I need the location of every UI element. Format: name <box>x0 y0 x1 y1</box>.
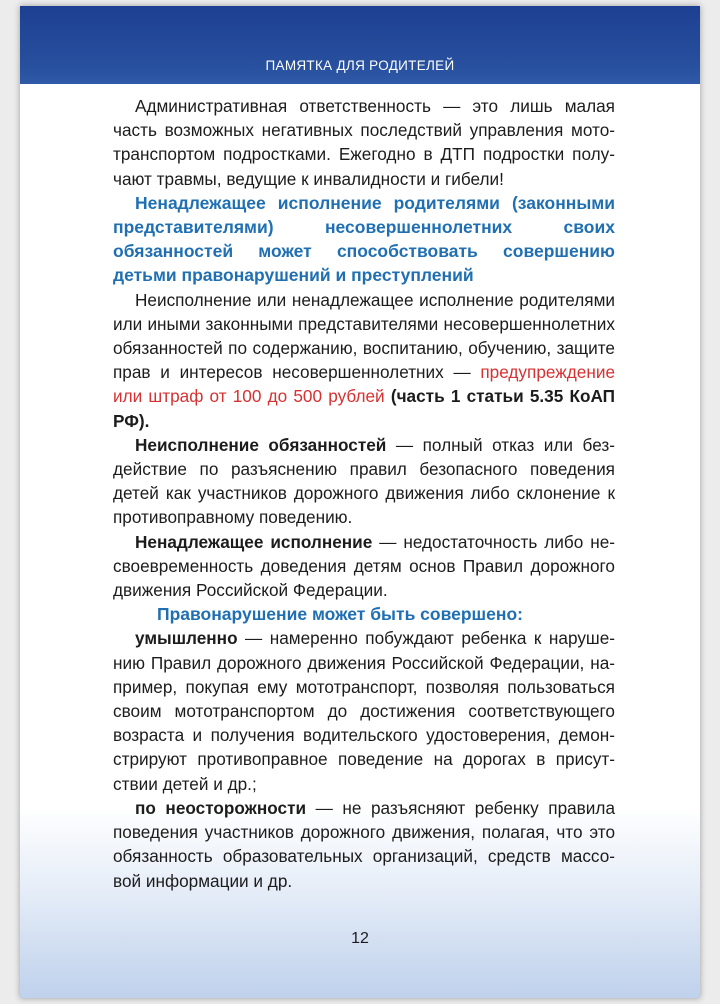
header-title: ПАМЯТКА ДЛЯ РОДИТЕЛЕЙ <box>265 58 455 73</box>
definition-text: — не разъясняют ребенку правила поведения участников дорожного движения, полагая, что это обязанность образовательных организаций, средств массовой информации и др. <box>113 797 616 891</box>
definition-text: — недостаточность либо несвоевременность доведения детям основ Правил дорожного движения Российской Федерации. <box>113 531 616 601</box>
penalty-text: предупреждение или штраф от 100 до 500 рублей <box>113 362 615 407</box>
paragraph-improper-fulfillment-definition <box>113 530 615 603</box>
intro-paragraph: Административная ответственность — это лишь малая часть возможных негативных последствий управления мототранспортом подростками. Ежегодно в ДТП подростки получают травмы, ведущие к инвалидности и гибели! <box>113 96 615 189</box>
law-reference: (часть 1 статьи 5.35 КоАП РФ). <box>113 386 615 431</box>
paragraph-intentional <box>113 626 615 795</box>
paragraph-text: Неисполнение или ненадлежащее исполнение родителями или иными законными представителями несовершеннолетних обязанностей по содержанию, воспитанию, обучению, защите прав и интересов несовершеннолетних — <box>113 289 615 383</box>
document-page <box>20 6 700 998</box>
page-number: 12 <box>351 930 369 947</box>
term-improper-fulfillment: Ненадлежащее исполнение <box>135 531 373 552</box>
paragraph-non-fulfillment-penalty <box>113 288 615 433</box>
definition-text: — полный отказ или бездействие по разъяснению правил безопасного поведения детей как участников дорожного движения либо склонение к противоправному поведению. <box>113 434 615 528</box>
paragraph-non-fulfillment-definition <box>113 433 615 530</box>
section-heading-offense: Правонарушение может быть совершено: <box>157 604 523 625</box>
term-intentional: умышленно <box>135 628 238 649</box>
section-heading-responsibility: Ненадлежащее исполнение родителями (законными представителями) несовершеннолетних своих обязанностей может способствовать совершению детьми правонарушений и преступлений <box>113 192 615 286</box>
definition-text: — намеренно побуждают ребенка к нарушению Правил дорожного движения Российской Федерации, например, покупая ему мототранспорт, позволяя пользоваться своим мототранспортом до достижения соответствующего возраста и получения водительского удостоверения, демонстрируют противоправное поведение на дорогах в присутствии детей и др.; <box>113 628 615 794</box>
term-negligence: по неосторожности <box>135 797 307 818</box>
paragraph-negligence <box>113 796 615 893</box>
term-non-fulfillment: Неисполнение обязанностей <box>135 434 387 455</box>
page-content <box>113 94 615 893</box>
header-band <box>20 6 700 84</box>
